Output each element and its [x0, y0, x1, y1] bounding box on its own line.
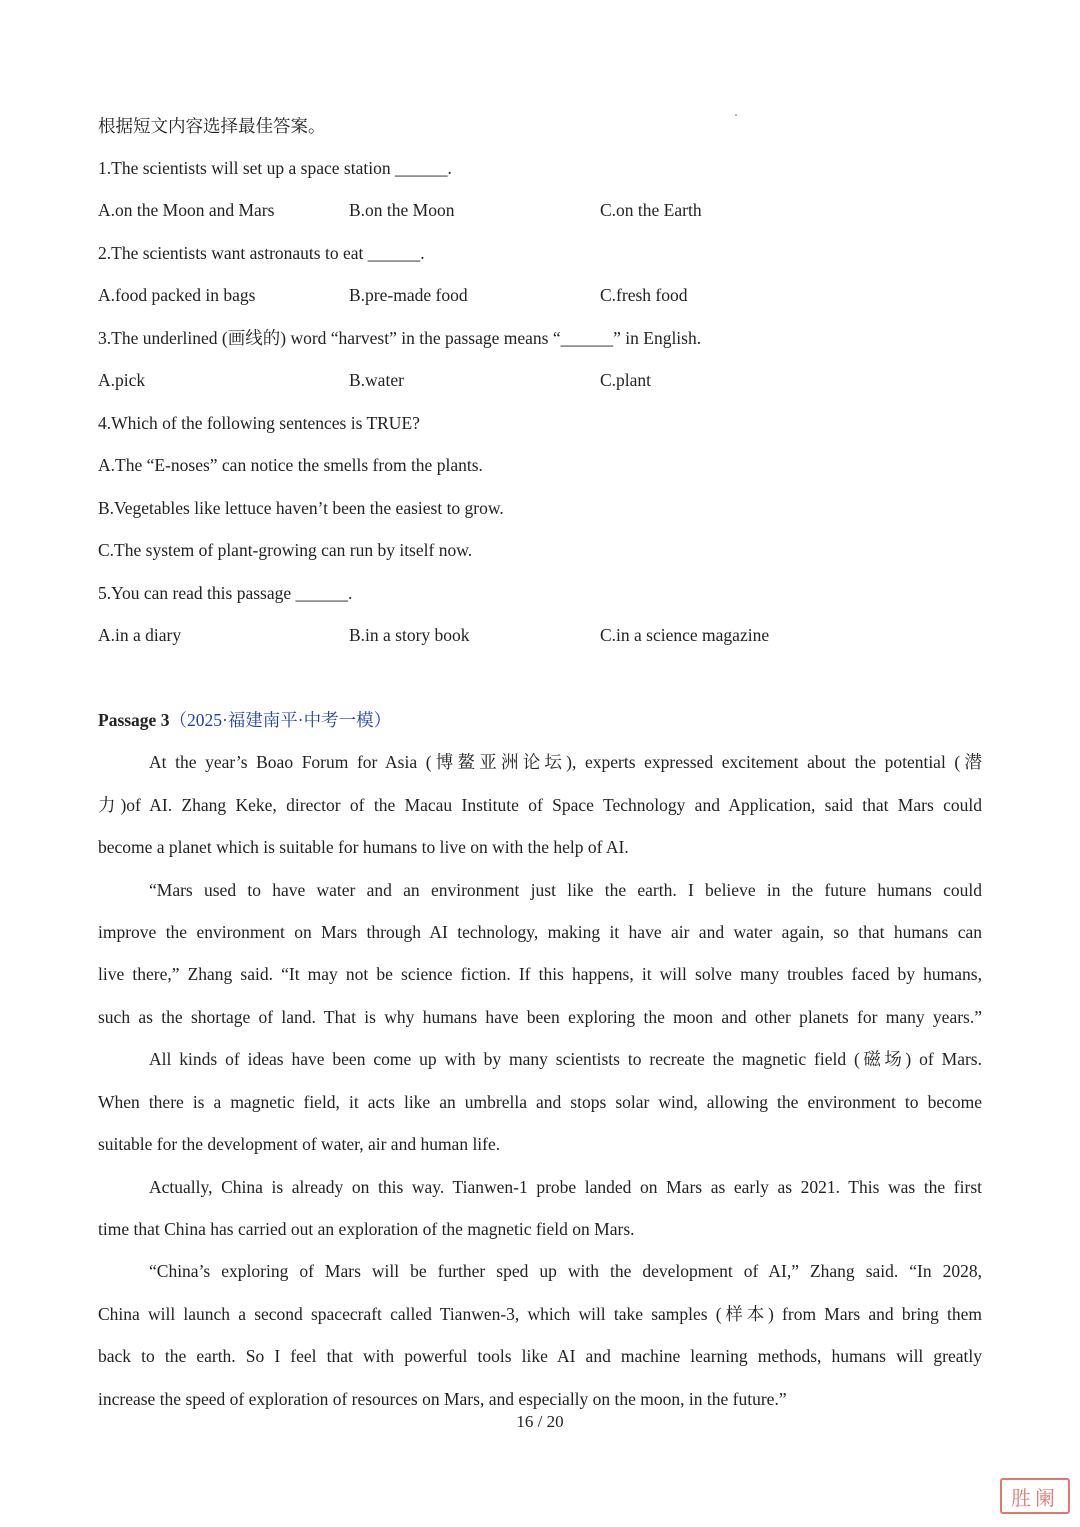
- passage-line: improve the environment on Mars through AI technology, making it have air and water again, so that humans can: [98, 922, 982, 942]
- page-indicator: 16 / 20: [516, 1412, 564, 1431]
- question-1-stem: 1.The scientists will set up a space station ______.: [98, 158, 452, 178]
- passage-line: live there,” Zhang said. “It may not be science fiction. If this happens, it will solve many troubles faced by humans,: [98, 964, 982, 984]
- option-b: B.water: [349, 370, 404, 390]
- passage-line: time that China has carried out an exploration of the magnetic field on Mars.: [98, 1219, 635, 1239]
- passage-line: At the year’s Boao Forum for Asia (博鳌亚洲论坛), experts expressed excitement about the potential (潜: [149, 752, 982, 772]
- question-2-stem: 2.The scientists want astronauts to eat ______.: [98, 243, 425, 263]
- passage-line: suitable for the development of water, air and human life.: [98, 1134, 501, 1154]
- passage-line: such as the shortage of land. That is why humans have been exploring the moon and other planets for many years.”: [98, 1007, 982, 1027]
- passage-title: Passage 3: [98, 710, 170, 730]
- option-a: A.in a diary: [98, 625, 182, 645]
- option-a: A.on the Moon and Mars: [98, 200, 275, 220]
- passage-line: back to the earth. So I feel that with powerful tools like AI and machine learning methods, humans will greatly: [98, 1346, 982, 1366]
- question-4-option-c: C.The system of plant-growing can run by itself now.: [98, 540, 473, 560]
- option-c: C.plant: [600, 370, 652, 390]
- passage-line: increase the speed of exploration of resources on Mars, and especially on the moon, in the future.”: [98, 1389, 787, 1409]
- passage-line: When there is a magnetic field, it acts like an umbrella and stops solar wind, allowing the environment to become: [98, 1092, 982, 1112]
- option-a: A.food packed in bags: [98, 285, 256, 305]
- option-c: C.in a science magazine: [600, 625, 770, 645]
- passage-line: All kinds of ideas have been come up with by many scientists to recreate the magnetic field (磁场) of Mars.: [149, 1049, 982, 1069]
- passage-line: “Mars used to have water and an environment just like the earth. I believe in the future humans could: [149, 880, 982, 900]
- passage-line: 力)of AI. Zhang Keke, director of the Macau Institute of Space Technology and Application, said that Mars could: [98, 795, 982, 815]
- passage-source: （2025·福建南平·中考一模）: [169, 710, 392, 730]
- option-b: B.on the Moon: [349, 200, 455, 220]
- option-c: C.on the Earth: [600, 200, 702, 220]
- option-b: B.in a story book: [349, 625, 470, 645]
- question-4-stem: 4.Which of the following sentences is TRUE?: [98, 413, 420, 433]
- passage-line: China will launch a second spacecraft called Tianwen-3, which will take samples (样本) from Mars and bring them: [98, 1304, 982, 1324]
- watermark-seal: 胜阑: [1000, 1478, 1070, 1514]
- option-b: B.pre-made food: [349, 285, 468, 305]
- question-4-option-b: B.Vegetables like lettuce haven’t been the easiest to grow.: [98, 498, 504, 518]
- passage-line: “China’s exploring of Mars will be further sped up with the development of AI,” Zhang said. “In 2028,: [149, 1261, 982, 1281]
- passage-line: Actually, China is already on this way. Tianwen-1 probe landed on Mars as early as 2021. This was the first: [149, 1177, 982, 1197]
- question-3-stem: 3.The underlined (画线的) word “harvest” in the passage means “______” in English.: [98, 328, 702, 348]
- question-4-option-a: A.The “E-noses” can notice the smells from the plants.: [98, 455, 483, 475]
- option-a: A.pick: [98, 370, 146, 390]
- passage-line: become a planet which is suitable for humans to live on with the help of AI.: [98, 837, 629, 857]
- passage-heading: [98, 708, 982, 732]
- option-c: C.fresh food: [600, 285, 688, 305]
- instruction: 根据短文内容选择最佳答案。: [98, 116, 326, 136]
- question-5-stem: 5.You can read this passage ______.: [98, 583, 353, 603]
